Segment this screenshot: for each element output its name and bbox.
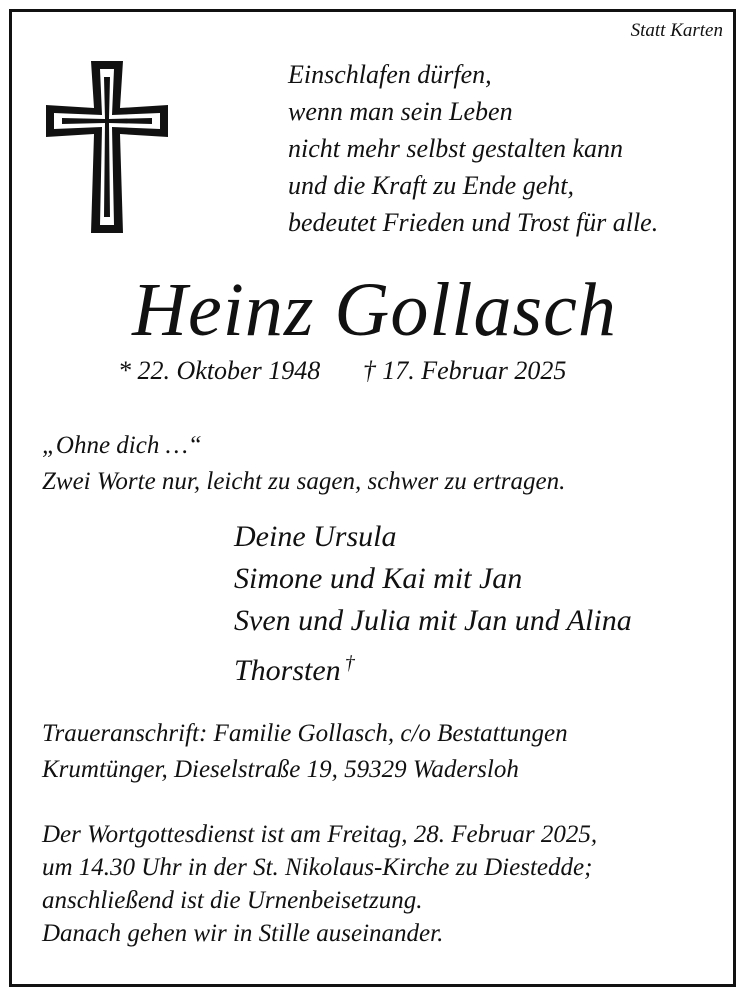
poem — [288, 56, 658, 241]
service-info — [42, 818, 597, 950]
mourner-line — [234, 642, 632, 692]
mourner-line: Simone und Kai mit Jan — [234, 562, 523, 595]
poem-line: wenn man sein Leben — [288, 97, 513, 126]
poem-line: Einschlafen dürfen, — [288, 60, 492, 89]
birth-date: * 22. Oktober 1948 — [118, 356, 321, 385]
address-line: Traueranschrift: Familie Gollasch, c/o Bestattungen — [42, 720, 568, 747]
service-line: Der Wortgottesdienst ist am Freitag, 28. Februar 2025, — [42, 821, 598, 848]
deceased-name: Heinz Gollasch — [132, 268, 617, 352]
latin-cross-icon — [42, 58, 172, 236]
dagger-mark: † — [344, 652, 355, 674]
quote-line: „Ohne dich …“ — [42, 432, 202, 459]
service-line: anschließend ist die Urnenbeisetzung. — [42, 887, 423, 914]
mourners-list — [234, 516, 632, 692]
poem-line: nicht mehr selbst gestalten kann — [288, 134, 624, 163]
mourner-name: Thorsten — [234, 654, 341, 687]
poem-line: bedeutet Frieden und Trost für alle. — [288, 208, 659, 237]
poem-line: und die Kraft zu Ende geht, — [288, 171, 574, 200]
mourning-address — [42, 716, 568, 788]
quote — [42, 428, 565, 500]
service-line: um 14.30 Uhr in der St. Nikolaus-Kirche zu Diestedde; — [42, 854, 593, 881]
life-dates — [118, 356, 566, 386]
mourner-line: Sven und Julia mit Jan und Alina — [234, 604, 632, 637]
service-line: Danach gehen wir in Stille auseinander. — [42, 920, 444, 947]
quote-line: Zwei Worte nur, leicht zu sagen, schwer zu ertragen. — [42, 468, 566, 495]
address-line: Krumtünger, Dieselstraße 19, 59329 Wadersloh — [42, 756, 519, 783]
mourner-line: Deine Ursula — [234, 520, 397, 553]
header-note: Statt Karten — [630, 20, 723, 41]
death-date: † 17. Februar 2025 — [362, 356, 567, 385]
